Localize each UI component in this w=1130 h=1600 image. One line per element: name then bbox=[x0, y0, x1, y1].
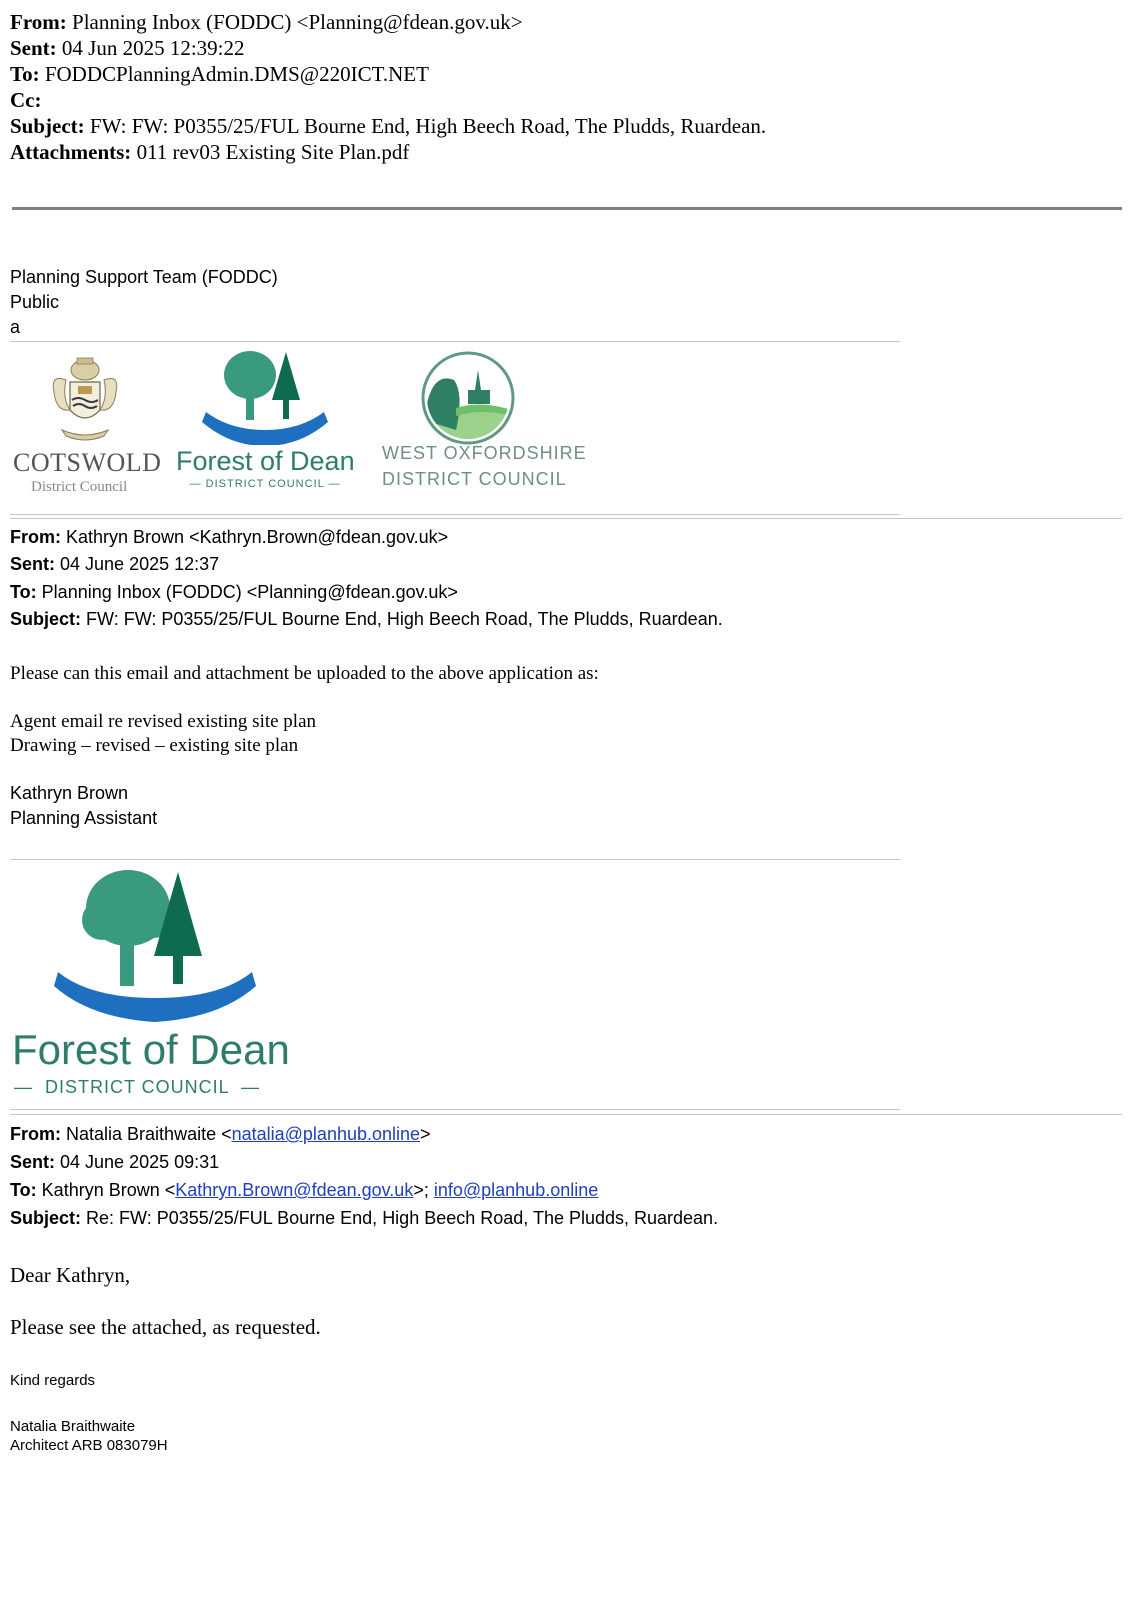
msg3-to-name: Kathryn Brown < bbox=[41, 1180, 176, 1200]
msg3-body: Please see the attached, as requested. bbox=[10, 1315, 321, 1339]
classification-line-3: a bbox=[10, 317, 21, 337]
divider bbox=[10, 1114, 1122, 1115]
msg3-from-line bbox=[10, 1122, 431, 1147]
outer-attachments-value[interactable]: 011 rev03 Existing Site Plan.pdf bbox=[136, 140, 410, 164]
msg2-signature-name: Kathryn Brown bbox=[10, 783, 129, 803]
outer-from-value: Planning Inbox (FODDC) <Planning@fdean.gov.uk> bbox=[72, 10, 523, 34]
msg2-subject-label: Subject: bbox=[10, 609, 82, 629]
msg3-sent-label: Sent: bbox=[10, 1152, 55, 1172]
cotswold-name: COTSWOLD bbox=[13, 448, 162, 477]
outer-sent-label: Sent: bbox=[10, 36, 57, 60]
outer-to-label: To: bbox=[10, 62, 40, 86]
fod-banner-subtitle-text: DISTRICT COUNCIL bbox=[205, 478, 325, 490]
msg3-from-close: > bbox=[420, 1124, 431, 1144]
outer-to-line bbox=[10, 61, 429, 87]
msg3-to-separator: >; bbox=[413, 1180, 434, 1200]
fod-banner-subtitle: — DISTRICT COUNCIL — bbox=[189, 478, 341, 490]
wo-name: WEST OXFORDSHIRE bbox=[382, 443, 587, 463]
divider bbox=[10, 859, 900, 860]
msg2-signature-title: Planning Assistant bbox=[10, 808, 158, 828]
outer-cc-line bbox=[10, 87, 41, 113]
msg3-signature-title: Architect ARB 083079H bbox=[10, 1437, 168, 1454]
outer-from-line bbox=[10, 9, 523, 35]
outer-attachments-line bbox=[10, 139, 409, 165]
header-divider bbox=[12, 207, 1122, 210]
msg3-subject-value: Re: FW: P0355/25/FUL Bourne End, High Beech Road, The Pludds, Ruardean. bbox=[86, 1208, 719, 1228]
msg2-sent-label: Sent: bbox=[10, 554, 55, 574]
forest-of-dean-logo-icon bbox=[200, 350, 330, 445]
outer-attachments-label: Attachments: bbox=[10, 140, 132, 164]
classification-line-2: Public bbox=[10, 292, 60, 312]
msg3-subject-line bbox=[10, 1206, 718, 1231]
fod-logo-name: Forest of Dean bbox=[12, 1026, 290, 1073]
msg2-from-line bbox=[10, 525, 448, 550]
outer-cc-label: Cc: bbox=[10, 88, 42, 112]
outer-sent-line bbox=[10, 35, 245, 61]
msg3-closing: Kind regards bbox=[10, 1372, 96, 1389]
forest-of-dean-tree-icon bbox=[50, 868, 260, 1023]
outer-sent-value: 04 Jun 2025 12:39:22 bbox=[61, 36, 245, 60]
divider bbox=[10, 1109, 900, 1110]
msg2-from-label: From: bbox=[10, 527, 61, 547]
classification-line-1: Planning Support Team (FODDC) bbox=[10, 267, 278, 287]
outer-subject-label: Subject: bbox=[10, 114, 85, 138]
msg3-from-name: Natalia Braithwaite < bbox=[66, 1124, 232, 1144]
msg3-subject-label: Subject: bbox=[10, 1208, 82, 1228]
msg3-greeting: Dear Kathryn, bbox=[10, 1263, 131, 1287]
msg3-from-label: From: bbox=[10, 1124, 61, 1144]
msg2-from-value: Kathryn Brown <Kathryn.Brown@fdean.gov.uk> bbox=[66, 527, 449, 547]
west-oxfordshire-roundel-icon bbox=[420, 350, 516, 446]
msg2-body-line-2: Agent email re revised existing site plan bbox=[10, 711, 317, 732]
wo-subtitle: DISTRICT COUNCIL bbox=[382, 469, 567, 489]
msg3-sent-value: 04 June 2025 09:31 bbox=[60, 1152, 220, 1172]
outer-from-label: From: bbox=[10, 10, 67, 34]
outer-subject-value: FW: FW: P0355/25/FUL Bourne End, High Beech Road, The Pludds, Ruardean. bbox=[89, 114, 767, 138]
outer-to-value: FODDCPlanningAdmin.DMS@220ICT.NET bbox=[44, 62, 429, 86]
msg3-sent-line bbox=[10, 1150, 219, 1175]
council-logos-banner bbox=[10, 350, 900, 510]
msg2-subject-line bbox=[10, 607, 723, 632]
msg3-to-email2-link[interactable]: info@planhub.online bbox=[433, 1180, 599, 1200]
msg3-to-email-link[interactable]: Kathryn.Brown@fdean.gov.uk bbox=[175, 1180, 414, 1200]
cotswold-crest-icon bbox=[40, 352, 130, 444]
cotswold-subtitle: District Council bbox=[31, 479, 128, 495]
divider bbox=[10, 518, 1122, 519]
msg3-from-email-link[interactable]: natalia@planhub.online bbox=[231, 1124, 421, 1144]
outer-subject-line bbox=[10, 113, 766, 139]
msg3-to-label: To: bbox=[10, 1180, 37, 1200]
forest-of-dean-large-logo bbox=[10, 868, 310, 1098]
divider bbox=[10, 341, 900, 342]
msg2-subject-value: FW: FW: P0355/25/FUL Bourne End, High Beech Road, The Pludds, Ruardean. bbox=[86, 609, 723, 629]
msg2-to-label: To: bbox=[10, 582, 37, 602]
divider bbox=[10, 514, 900, 515]
msg2-to-value: Planning Inbox (FODDC) <Planning@fdean.gov.uk> bbox=[41, 582, 458, 602]
msg2-body-line-3: Drawing – revised – existing site plan bbox=[10, 735, 299, 756]
msg2-sent-value: 04 June 2025 12:37 bbox=[60, 554, 220, 574]
msg3-to-line bbox=[10, 1178, 598, 1203]
fod-logo-subtitle-text: DISTRICT COUNCIL bbox=[45, 1077, 230, 1097]
msg2-body-line-1: Please can this email and attachment be uploaded to the above application as: bbox=[10, 663, 599, 684]
fod-banner-name: Forest of Dean bbox=[176, 446, 355, 476]
fod-logo-subtitle: — DISTRICT COUNCIL — bbox=[14, 1077, 261, 1097]
msg2-sent-line bbox=[10, 552, 219, 577]
msg3-signature-name: Natalia Braithwaite bbox=[10, 1418, 136, 1435]
msg2-to-line bbox=[10, 580, 458, 605]
